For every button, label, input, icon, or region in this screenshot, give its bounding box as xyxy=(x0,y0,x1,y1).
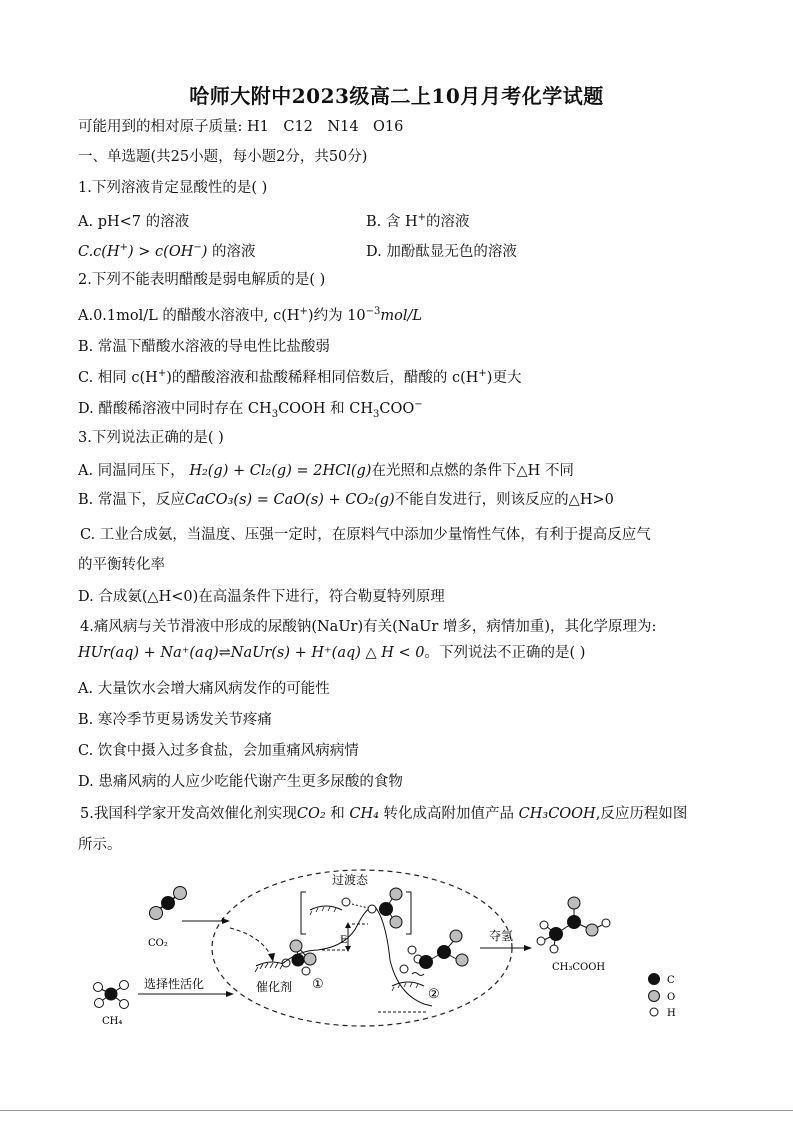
q3-option-d: D. 合成氨(△H<0)在高温条件下进行，符合勒夏特列原理 xyxy=(78,589,445,605)
q2-option-b: B. 常温下醋酸水溶液的导电性比盐酸弱 xyxy=(78,339,330,355)
footer-divider xyxy=(0,1110,793,1111)
q5-stem-cont: 所示。 xyxy=(78,837,122,853)
section-heading: 一、单选题(共25小题，每小题2分，共50分) xyxy=(78,149,368,165)
legend-oxygen: O xyxy=(667,992,676,1003)
selective-activation-label: 选择性活化 xyxy=(144,977,205,991)
q1-option-b: B. 含 H+的溶液 xyxy=(366,212,470,230)
legend-carbon: C xyxy=(667,975,675,986)
legend-hydrogen: H xyxy=(667,1008,676,1019)
reaction-mechanism-figure xyxy=(86,866,706,1032)
q4-equation: HUr(aq) + Na⁺(aq)⇌NaUr(s) + H⁺(aq) △ H < 0。下列说法不正确的是( ) xyxy=(78,645,586,661)
catalyst-label: 催化剂 xyxy=(256,980,293,994)
q2-stem: 2.下列不能表明醋酸是弱电解质的是( ) xyxy=(78,272,326,288)
q4-option-c: C. 饮食中摄入过多食盐，会加重痛风病病情 xyxy=(78,743,359,759)
q1-stem: 1.下列溶液肯定显酸性的是( ) xyxy=(78,180,268,196)
page-title: 哈师大附中2023级高二上10月月考化学试题 xyxy=(189,84,604,108)
q3-option-c: C. 工业合成氨，当温度、压强一定时，在原料气中添加少量惰性气体，有利于提高反应气 xyxy=(80,527,651,543)
step-2-label: ② xyxy=(428,987,440,1002)
transition-state-label: 过渡态 xyxy=(332,873,369,887)
q2-option-d: D. 醋酸稀溶液中同时存在 $CH_3COOH$ 和 $CH_3COO^-$ xyxy=(78,399,423,420)
q3-option-b: B. 常温下，反应CaCO₃(s) = CaO(s) + CO₂(g)不能自发进行，则该反应的△H>0 xyxy=(78,492,614,508)
q4-option-b: B. 寒冷季节更易诱发关节疼痛 xyxy=(78,712,272,728)
q3-option-a: A. 同温同压下， H₂(g) + Cl₂(g) = 2HCl(g)在光照和点燃的条件下△H 不同 xyxy=(78,463,574,479)
ch4-molecule xyxy=(94,981,129,1009)
q1-option-d: D. 加酚酞显无色的溶液 xyxy=(366,244,517,260)
q1-option-a: A. pH<7 的溶液 xyxy=(78,214,190,230)
q4-option-a: A. 大量饮水会增大痛风病发作的可能性 xyxy=(78,681,330,697)
catalyst-adsorbed-species xyxy=(255,940,316,975)
energy-label: E xyxy=(340,935,348,946)
intermediate-species xyxy=(392,930,468,991)
q5-stem: 5.我国科学家开发高效催化剂实现CO₂ 和 CH₄ 转化成高附加值产品 CH₃COOH,反应历程如图 xyxy=(80,806,688,822)
q2-option-c: C. 相同 c(H+)的醋酸溶液和盐酸稀释相同倍数后，醋酸的 c(H+)更大 xyxy=(78,368,522,386)
co2-molecule xyxy=(150,887,187,920)
atom-legend xyxy=(648,973,676,1019)
q4-stem: 4.痛风病与关节滑液中形成的尿酸钠(NaUr)有关(NaUr 增多，病情加重)，其化学原理为: xyxy=(80,619,657,635)
capture-h-label: 夺氢 xyxy=(489,929,514,943)
legend-carbon-swatch xyxy=(648,973,660,985)
acetic-acid-molecule xyxy=(537,897,610,953)
legend-oxygen-swatch xyxy=(649,991,660,1002)
ch4-label: CH₄ xyxy=(102,1016,123,1027)
atomic-masses: 可能用到的相对原子质量: H1 C12 N14 O16 xyxy=(78,119,404,135)
reaction-zone-ellipse xyxy=(212,870,512,1026)
q3-stem: 3.下列说法正确的是( ) xyxy=(78,430,224,446)
q2-option-a: A.0.1mol/L 的醋酸水溶液中, c(H+)约为 $10^{-3}mol/L$ xyxy=(78,306,423,324)
q1-option-c: C.c(H+) > c(OH−) 的溶液 xyxy=(78,242,256,260)
step-1-label: ① xyxy=(312,977,324,992)
legend-hydrogen-swatch xyxy=(650,1008,658,1016)
co2-label: CO₂ xyxy=(148,938,168,949)
q3-option-c-cont: 的平衡转化率 xyxy=(78,557,165,573)
q4-option-d: D. 患痛风病的人应少吃能代谢产生更多尿酸的食物 xyxy=(78,774,403,790)
product-label: CH₃COOH xyxy=(552,962,606,973)
